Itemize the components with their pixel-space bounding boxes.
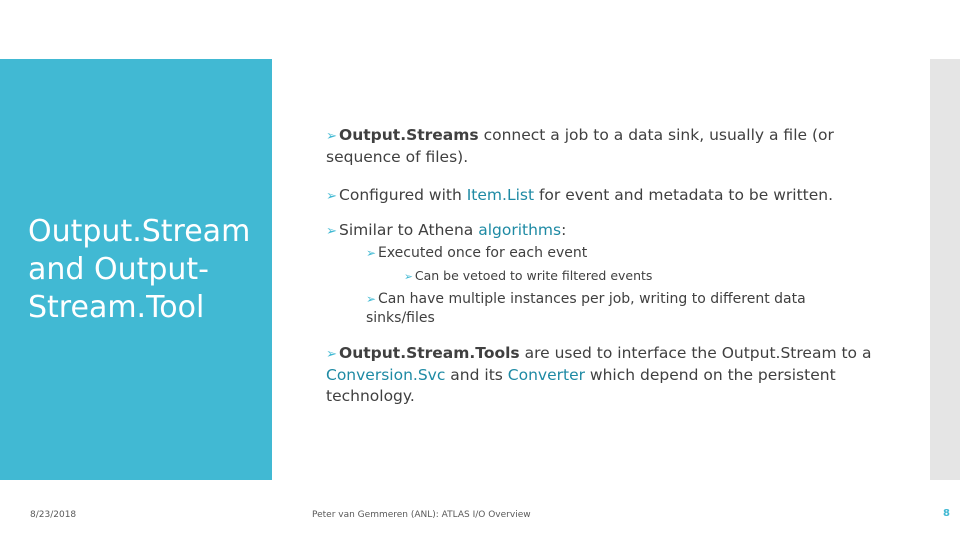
highlight-conversion-svc: Conversion.Svc: [326, 366, 446, 384]
bullet-arrow-icon: ➢: [366, 246, 376, 260]
footer-presenter: Peter van Gemmeren (ANL): ATLAS I/O Overview: [312, 510, 531, 520]
bullet-arrow-icon: ➢: [326, 347, 338, 362]
bullet-text: and its: [445, 366, 508, 384]
bullet-similar-athena: [312, 220, 892, 242]
highlight-item-list: Item.List: [466, 186, 535, 204]
highlight-algorithms: algorithms: [478, 221, 562, 239]
right-accent-bar: [930, 59, 960, 480]
bullet-strong-text: Output.Streams: [339, 126, 479, 144]
bullet-text: Configured with: [339, 186, 467, 204]
bullet-arrow-icon: ➢: [326, 224, 338, 239]
bullet-executed-once: [312, 244, 892, 263]
bullet-text: :: [561, 221, 567, 239]
bullet-text: Similar to Athena: [339, 221, 479, 239]
bullet-vetoed: [312, 267, 892, 285]
bullet-text: connect a job to a data sink, usually a file (or sequence of files).: [326, 126, 834, 166]
bullet-multiple-instances: [312, 290, 836, 328]
bullet-strong-text: Output.Stream.Tools: [339, 344, 520, 362]
bullet-text: Can be vetoed to write filtered events: [414, 268, 653, 283]
bullet-arrow-icon: ➢: [326, 189, 338, 204]
bullet-text: are used to interface the Output.Stream to a: [519, 344, 872, 362]
bullet-text: for event and metadata to be written.: [534, 186, 834, 204]
slide-title: Output.Stream and Output-Stream.Tool: [28, 214, 251, 325]
slide-content: [312, 125, 892, 407]
footer-date: 8/23/2018: [30, 510, 77, 520]
bullet-text: Can have multiple instances per job, writing to different data sinks/files: [366, 291, 806, 326]
bullet-arrow-icon: ➢: [366, 292, 376, 306]
bullet-arrow-icon: ➢: [404, 270, 413, 283]
bullet-text: which depend on the persistent technology.: [326, 366, 836, 405]
bullet-text: Executed once for each event: [377, 245, 588, 261]
page-number: 8: [943, 508, 950, 519]
bullet-output-stream-tools: [312, 343, 892, 407]
highlight-converter: Converter: [507, 366, 585, 384]
bullet-configured: [312, 185, 892, 207]
bullet-output-streams: [312, 125, 892, 168]
bullet-arrow-icon: ➢: [326, 129, 338, 144]
